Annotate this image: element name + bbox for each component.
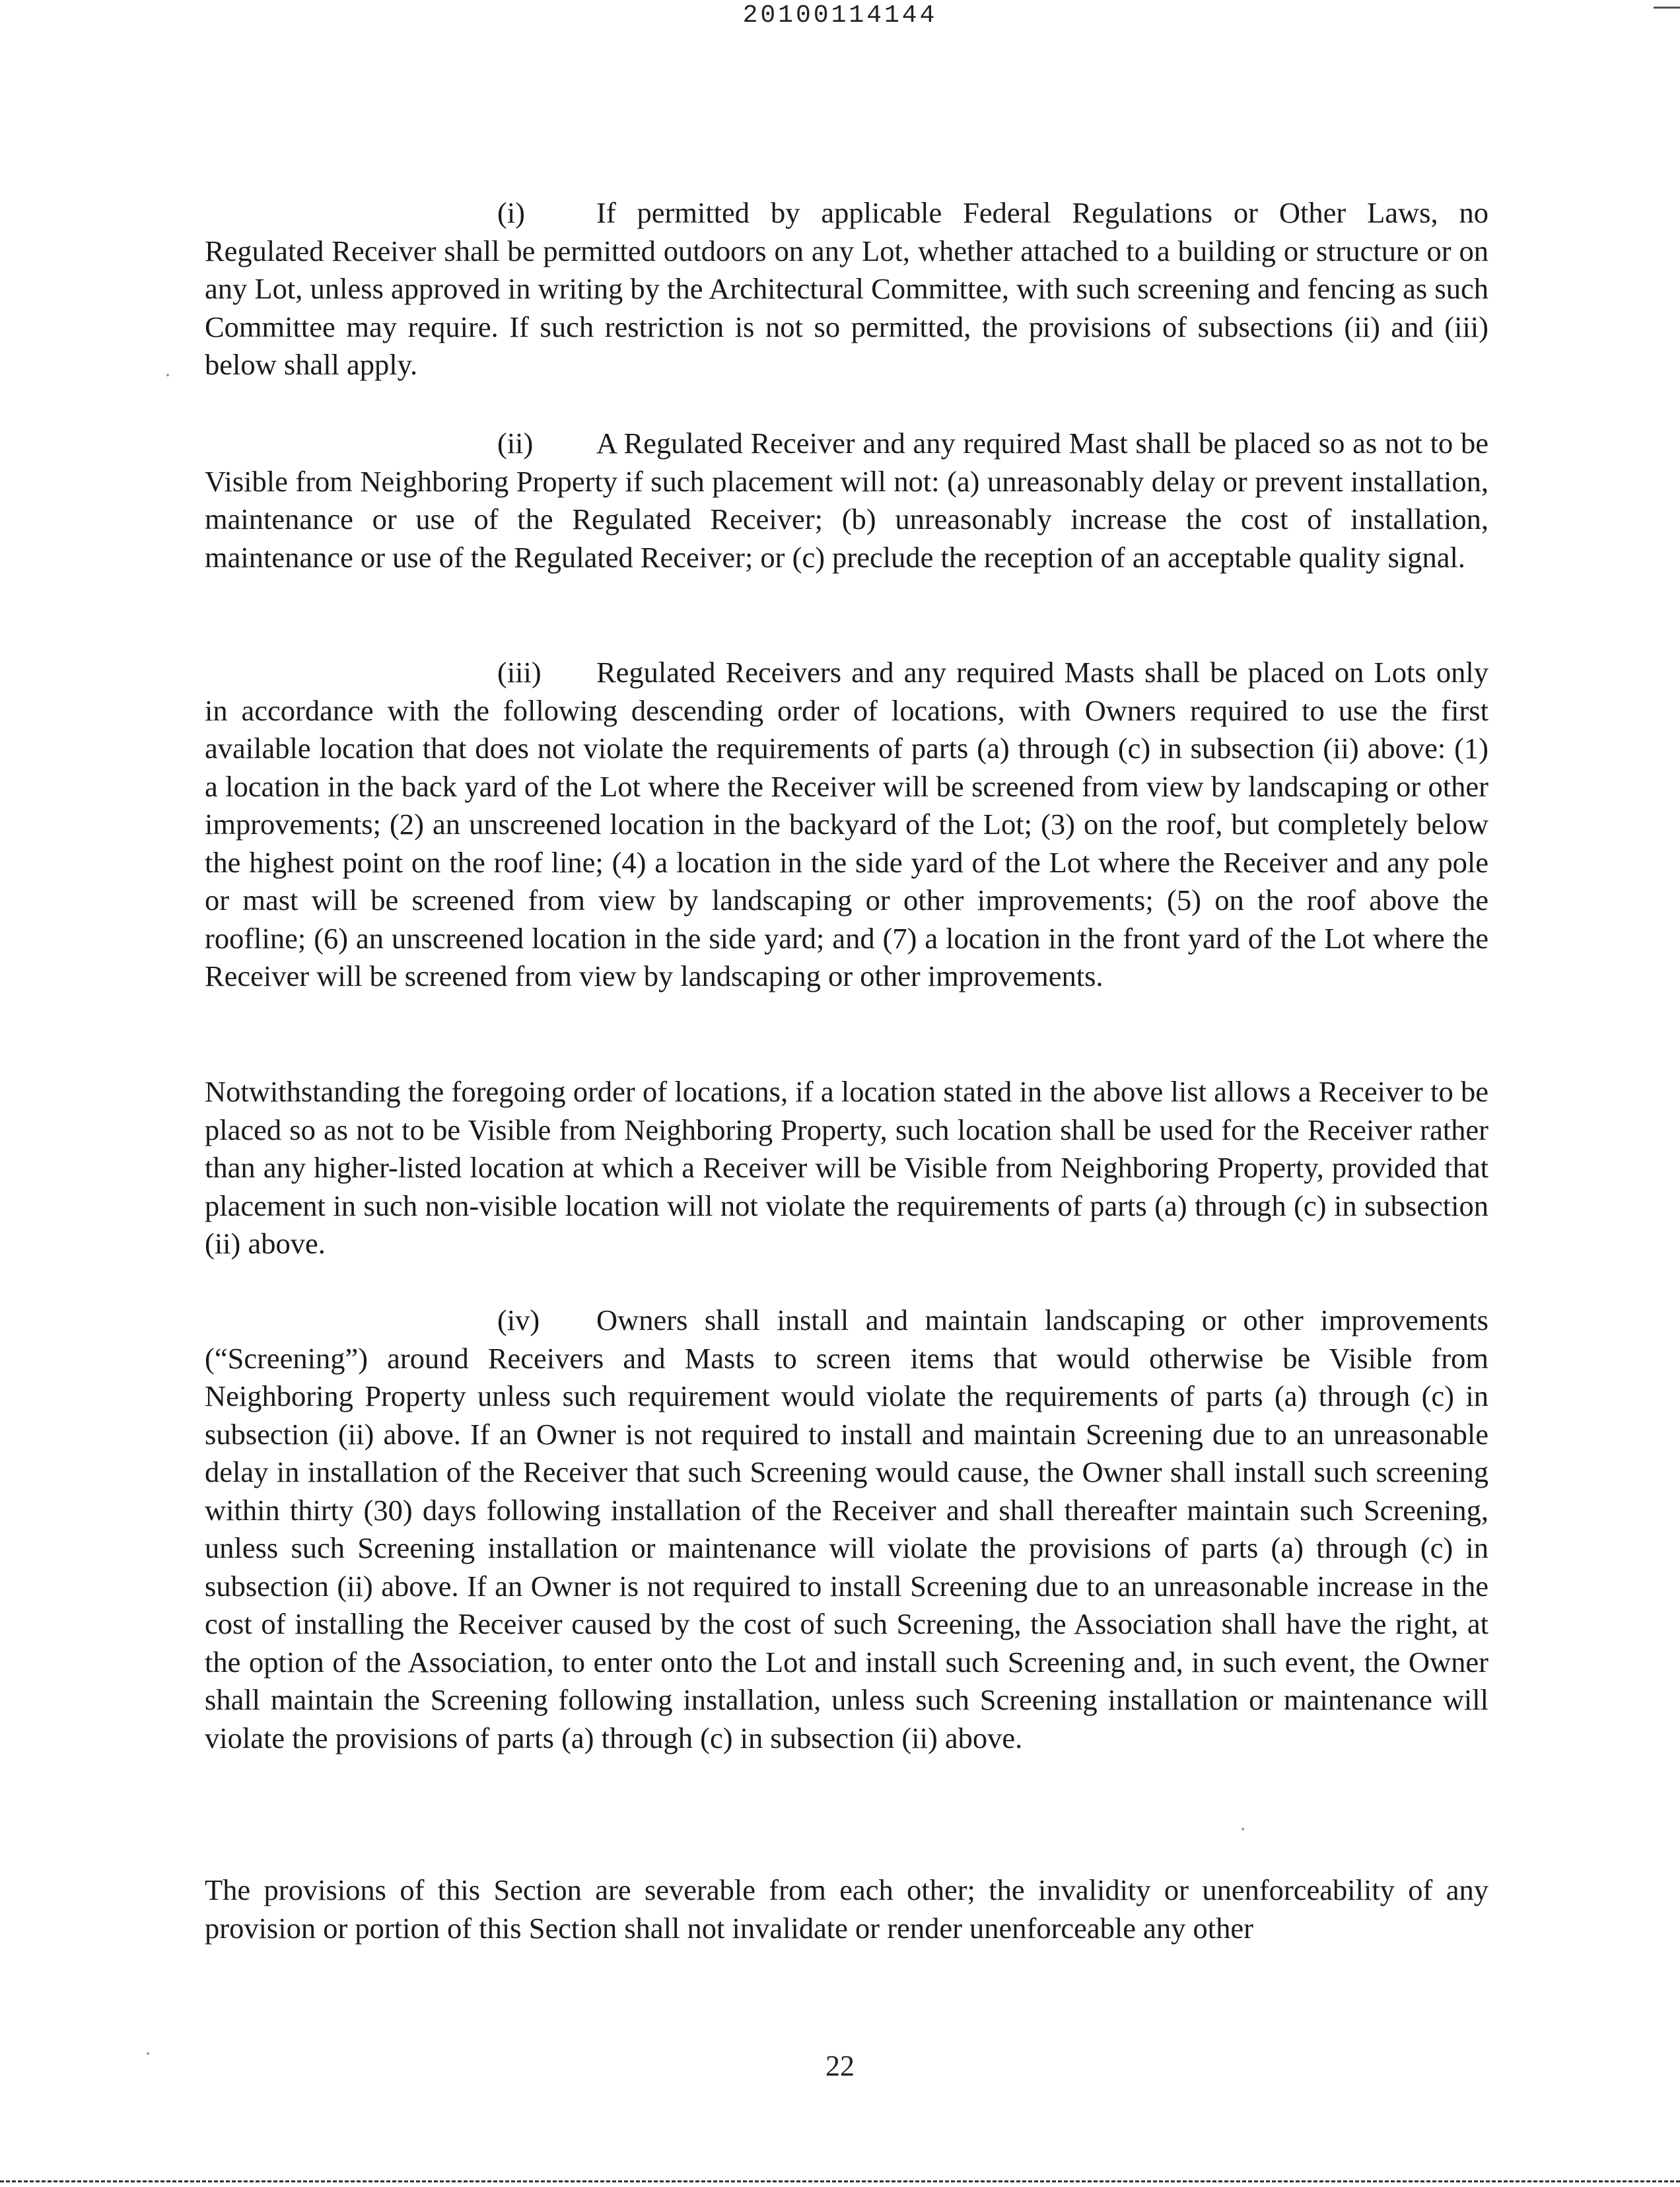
paragraph-text: If permitted by applicable Federal Regulations or Other Laws, no Regulated Receiver shall be permitted outdoors on any Lot, whether attached to a building or structure or on any Lot, unless approved in writing by the Architectural Committee, with such screening and fencing as such Committee may require. If such restriction is not so permitted, the provisions of subsections (ii) and (iii) below shall apply. — [205, 196, 1488, 381]
subsection-number: (ii) — [497, 427, 534, 460]
subsection-number: (i) — [497, 196, 526, 229]
scan-speck — [166, 374, 169, 376]
scan-speck — [147, 2052, 149, 2055]
scan-corner-mark — [1654, 0, 1680, 9]
paragraph-notwithstanding — [205, 1073, 1488, 1263]
paragraph-subsection-iii — [205, 654, 1488, 996]
subsection-number: (iii) — [497, 656, 542, 689]
paragraph-text: Owners shall install and maintain landscaping or other improvements (“Screening”) around Receivers and Masts to screen items that would otherwise be Visible from Neighboring Property unless such requirement would violate the requirements of parts (a) through (c) in subsection (ii) above. If an Owner is not required to install and maintain Screening due to an unreasonable delay in installation of the Receiver that such Screening would cause, the Owner shall install such screening within thirty (30) days following installation of the Receiver and shall thereafter maintain such Screening, unless such Screening installation or maintenance will violate the provisions of parts (a) through (c) in subsection (ii) above. If an Owner is not required to install Screening due to an unreasonable increase in the cost of installing the Receiver caused by the cost of such Screening, the Association shall have the right, at the option of the Association, to enter onto the Lot and install such Screening and, in such event, the Owner shall maintain the Screening following installation, unless such Screening installation or maintenance will violate the provisions of parts (a) through (c) in subsection (ii) above. — [205, 1303, 1488, 1754]
paragraph-text: Regulated Receivers and any required Masts shall be placed on Lots only in accordance with the following descending order of locations, with Owners required to use the first available location that does not violate the requirements of parts (a) through (c) in subsection (ii) above: (1) a location in the back yard of the Lot where the Receiver will be screened from view by landscaping or other improvements; (2) an unscreened location in the backyard of the Lot; (3) on the roof, but completely below the highest point on the roof line; (4) a location in the side yard of the Lot where the Receiver and any pole or mast will be screened from view by landscaping or other improvements; (5) on the roof above the roofline; (6) an unscreened location in the side yard; and (7) a location in the front yard of the Lot where the Receiver will be screened from view by landscaping or other improvements. — [205, 656, 1488, 992]
paragraph-text: Notwithstanding the foregoing order of locations, if a location stated in the above list allows a Receiver to be placed so as not to be Visible from Neighboring Property, such location shall be used for the Receiver rather than any higher-listed location at which a Receiver will be Visible from Neighboring Property, provided that placement in such non-visible location will not violate the requirements of parts (a) through (c) in subsection (ii) above. — [205, 1075, 1488, 1260]
paragraph-text: The provisions of this Section are severable from each other; the invalidity or unenforceability of any provision or portion of this Section shall not invalidate or render unenforceable any other — [205, 1873, 1488, 1945]
page-bottom-rule — [0, 2180, 1680, 2182]
scan-speck — [1242, 1828, 1244, 1830]
paragraph-subsection-ii — [205, 425, 1488, 576]
paragraph-text: A Regulated Receiver and any required Mast shall be placed so as not to be Visible from Neighboring Property if such placement will not: (a) unreasonably delay or prevent installation, maintenance or use of the Regulated Receiver; (b) unreasonably increase the cost of installation, maintenance or use of the Regulated Receiver; or (c) preclude the reception of an acceptable quality signal. — [205, 427, 1488, 574]
page-number: 22 — [825, 2050, 855, 2082]
paragraph-subsection-iv — [205, 1302, 1488, 1757]
document-number: 20100114144 — [742, 1, 938, 30]
paragraph-severability — [205, 1871, 1488, 1947]
subsection-number: (iv) — [497, 1303, 540, 1336]
paragraph-subsection-i — [205, 194, 1488, 384]
